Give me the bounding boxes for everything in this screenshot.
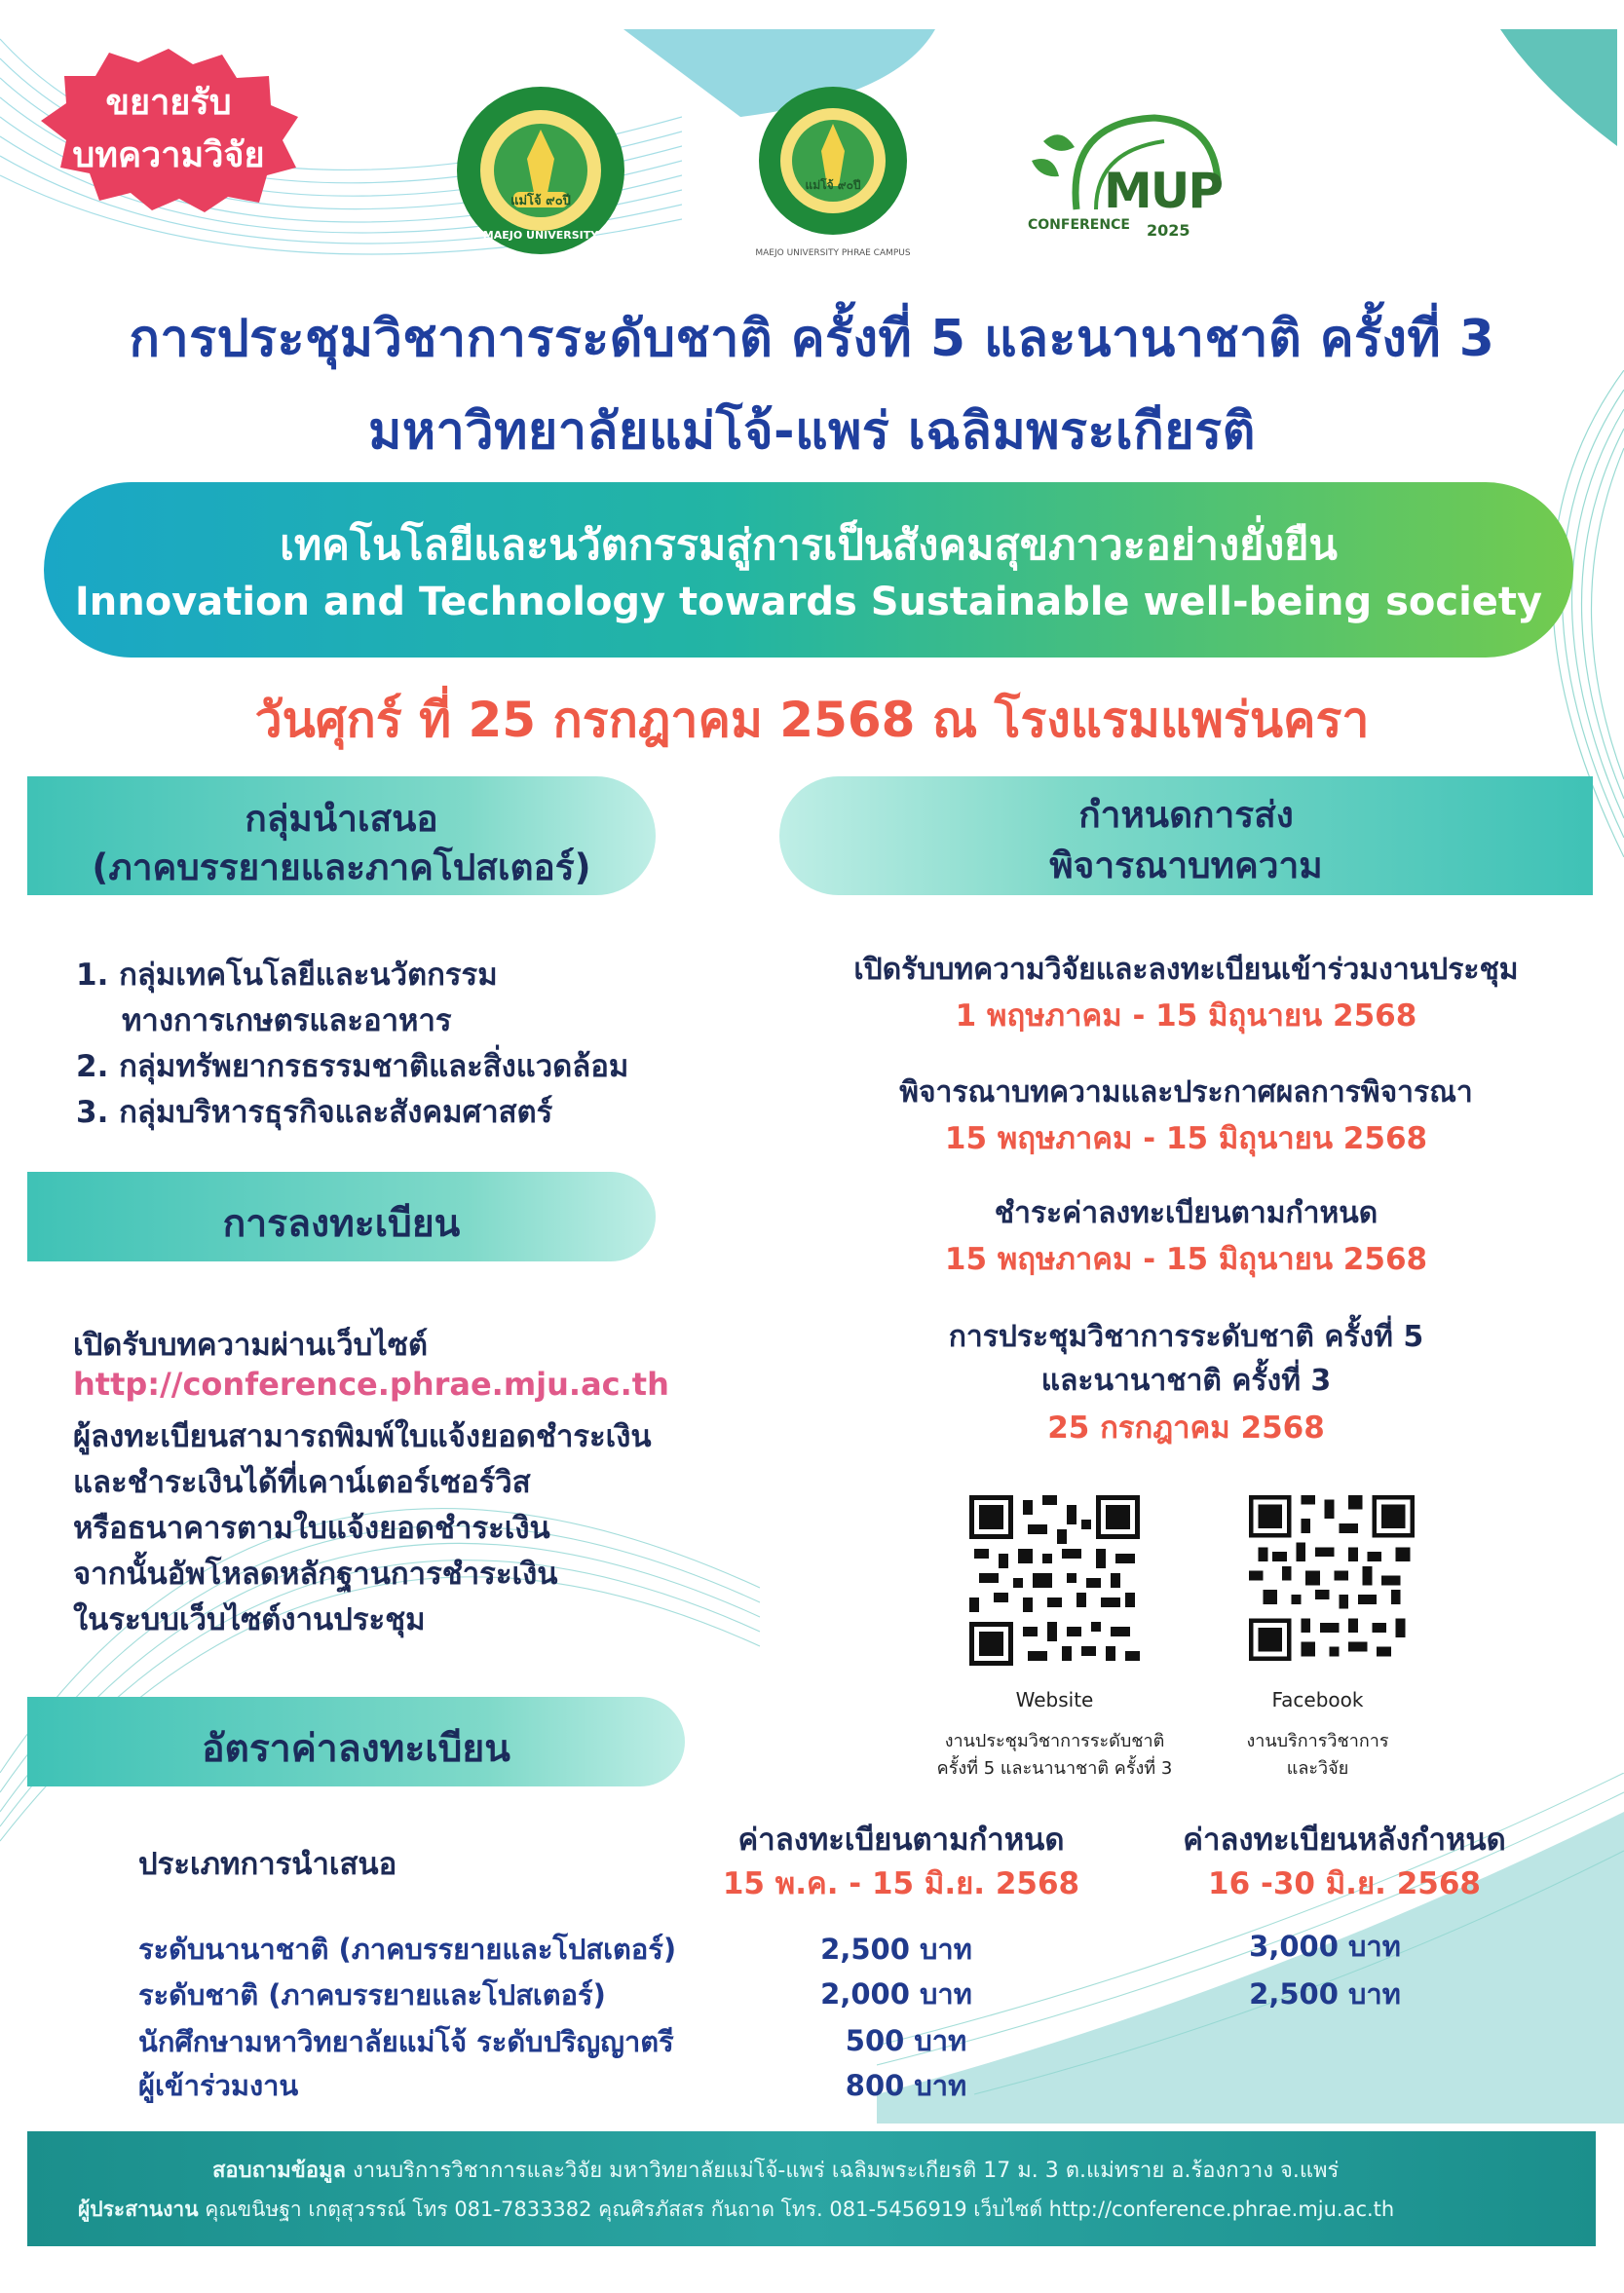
fees-col-late: ค่าลงทะเบียนหลังกำหนด [1183,1823,1506,1858]
schedule-item-3-label: ชำระค่าลงทะเบียนตามกำหนด [994,1196,1379,1230]
mup-logo-text: MUP [1104,163,1223,219]
maejo-logo-text: MAEJO UNIVERSITY [482,229,599,242]
fee-row-1-late: 3,000 บาท [1249,1930,1401,1963]
registration-line-6: ในระบบเว็บไซต์งานประชุม [73,1602,426,1637]
fees-col-regular: ค่าลงทะเบียนตามกำหนด [737,1823,1065,1858]
registration-line-5: จากนั้นอัพโหลดหลักฐานการชำระเงิน [73,1557,558,1592]
event-date: วันศุกร์ ที่ 25 กรกฎาคม 2568 ณ โรงแรมแพร่นครา [254,692,1370,748]
registration-line-4: หรือธนาคารตามใบแจ้งยอดชำระเงิน [73,1511,550,1546]
footer-inquiry-label: สอบถามข้อมูล [212,2159,347,2183]
theme-english: Innovation and Technology towards Sustainable well-being society [74,580,1543,624]
fee-row-4-type: ผู้เข้าร่วมงาน [138,2069,299,2102]
fees-col-type: ประเภทการนำเสนอ [138,1847,397,1882]
fees-header [27,1697,685,1786]
facebook-qr-code[interactable] [1244,1490,1419,1666]
footer-coordinator-text: คุณขนิษฐา เกตุสุวรรณ์ โทร 081-7833382 คุณศิรภัสสร กันถาด โทร. 081-5456919 เว็บไซต์ http://conference.phrae.mju.ac.th [205,2198,1395,2221]
group-item-1-cont: ทางการเกษตรและอาหาร [122,1003,452,1038]
badge-line2: บทความวิจัย [72,135,265,175]
theme-thai: เทคโนโลยีและนวัตกรรมสู่การเป็นสังคมสุขภาวะอย่างยั่งยืน [280,521,1338,570]
facebook-qr-caption1: งานบริการวิชาการ [1246,1731,1389,1751]
schedule-item-1-label: เปิดรับบทความวิจัยและลงทะเบียนเข้าร่วมงานประชุม [853,953,1519,987]
mup-conference-logo [1018,102,1232,248]
registration-line-2: ผู้ลงทะเบียนสามารถพิมพ์ใบแจ้งยอดชำระเงิน [73,1419,652,1454]
footer-bar [27,2131,1596,2246]
schedule-header-line2: พิจารณาบทความ [1049,845,1323,886]
groups-header-line1: กลุ่มนำเสนอ [245,798,438,840]
main-title-line1: การประชุมวิชาการระดับชาติ ครั้งที่ 5 และนานาชาติ ครั้งที่ 3 [129,310,1495,368]
schedule-item-3-date: 15 พฤษภาคม - 15 มิถุนายน 2568 [944,1242,1428,1277]
maejo-phrae-logo [736,83,930,278]
conference-date: 25 กรกฎาคม 2568 [1047,1410,1325,1446]
fee-row-2-late: 2,500 บาท [1249,1977,1401,2011]
website-qr-label: Website [1015,1688,1094,1711]
phrae-logo-ribbon: แม่โจ้ ๙๐ปี [805,178,861,192]
conference-line1: การประชุมวิชาการระดับชาติ ครั้งที่ 5 [948,1320,1424,1354]
phrae-logo-text: MAEJO UNIVERSITY PHRAE CAMPUS [755,248,911,258]
schedule-header [779,776,1593,895]
theme-banner [44,482,1573,658]
footer-inquiry-text: งานบริการวิชาการและวิจัย มหาวิทยาลัยแม่โจ้-แพร่ เฉลิมพระเกียรติ 17 ม. 3 ต.แม่ทราย อ.ร้องกวาง จ.แพร่ [353,2159,1340,2183]
schedule-item-1-date: 1 พฤษภาคม - 15 มิถุนายน 2568 [955,998,1417,1034]
fee-row-1-type: ระดับนานาชาติ (ภาคบรรยายและโปสเตอร์) [138,1933,677,1966]
registration-line-1: เปิดรับบทความผ่านเว็บไซต์ [73,1328,429,1363]
registration-line-3: และชำระเงินได้ที่เคาน์เตอร์เซอร์วิส [73,1465,531,1500]
facebook-qr-label: Facebook [1271,1688,1364,1711]
footer-inquiry-row [212,2153,1339,2187]
registration-url-link[interactable]: http://conference.phrae.mju.ac.th [73,1366,669,1403]
conference-line2: และนานาชาติ ครั้งที่ 3 [1040,1364,1332,1398]
groups-header [27,776,656,895]
fees-col-regular-date: 15 พ.ค. - 15 มิ.ย. 2568 [722,1866,1080,1901]
website-qr-caption2: ครั้งที่ 5 และนานาชาติ ครั้งที่ 3 [936,1758,1173,1779]
fee-row-3-regular: 500 บาท [845,2024,967,2057]
mup-logo-year: 2025 [1147,221,1190,240]
fee-row-4-regular: 800 บาท [845,2069,967,2102]
group-item-1: 1. กลุ่มเทคโนโลยีและนวัตกรรม [76,958,498,993]
group-item-3: 3. กลุ่มบริหารธุรกิจและสังคมศาสตร์ [76,1095,553,1130]
schedule-item-2-date: 15 พฤษภาคม - 15 มิถุนายน 2568 [944,1121,1428,1156]
fee-row-1-regular: 2,500 บาท [820,1933,972,1966]
schedule-item-2-label: พิจารณาบทความและประกาศผลการพิจารณา [899,1075,1473,1109]
fee-row-2-regular: 2,000 บาท [820,1977,972,2011]
fees-header-title: อัตราค่าลงทะเบียน [202,1727,510,1771]
facebook-qr-caption2: และวิจัย [1286,1758,1349,1779]
registration-header-title: การลงทะเบียน [222,1202,461,1246]
registration-header [27,1172,656,1261]
maejo-logo-ribbon: แม่โจ้ ๙๐ปี [510,194,571,208]
badge-line1: ขยายรับ [105,83,232,123]
group-item-2: 2. กลุ่มทรัพยากรธรรมชาติและสิ่งแวดล้อม [76,1049,629,1084]
footer-coordinator-label: ผู้ประสานงาน [78,2198,199,2221]
groups-header-line2: (ภาคบรรยายและภาคโปสเตอร์) [92,846,591,888]
fees-col-late-date: 16 -30 มิ.ย. 2568 [1208,1866,1481,1901]
main-title-line2: มหาวิทยาลัยแม่โจ้-แพร่ เฉลิมพระเกียรติ [368,402,1256,461]
schedule-header-line1: กำหนดการส่ง [1078,794,1294,836]
maejo-university-logo [453,83,628,258]
website-qr-caption1: งานประชุมวิชาการระดับชาติ [944,1731,1165,1751]
footer-coordinator-row [78,2194,1394,2226]
mup-logo-conference: CONFERENCE [1028,217,1130,233]
website-qr-code[interactable] [964,1490,1145,1671]
fee-row-3-type: นักศึกษามหาวิทยาลัยแม่โจ้ ระดับปริญญาตรี [138,2025,674,2058]
extension-badge [37,47,300,212]
fee-row-2-type: ระดับชาติ (ภาคบรรยายและโปสเตอร์) [138,1978,606,2011]
